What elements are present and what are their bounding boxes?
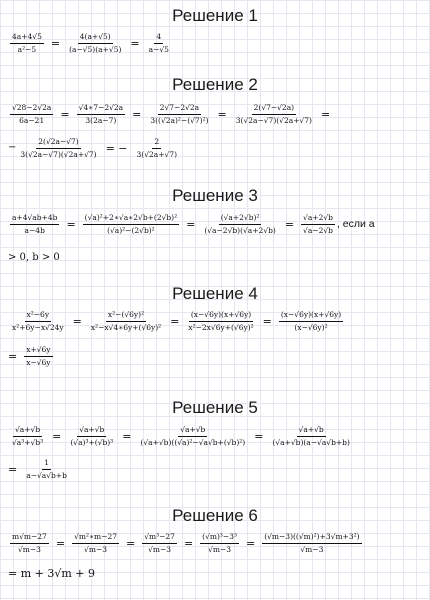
numerator: 4(a+√5)	[78, 33, 113, 44]
solution-4-title: Решение 4	[172, 284, 258, 303]
fraction	[186, 311, 255, 331]
equals-sign: =	[170, 314, 180, 328]
solution-3-title: Решение 3	[172, 186, 258, 205]
equals-sign: =	[8, 349, 18, 363]
fraction	[234, 104, 314, 124]
result-text: = m + 3√m + 9	[8, 567, 96, 580]
denominator: √m−3	[84, 544, 107, 554]
equals-sign: =	[284, 217, 295, 231]
solution-5-line-2	[8, 459, 424, 479]
solution-4-line-1	[8, 311, 424, 331]
equals-sign: =	[183, 536, 194, 550]
equals-sign: =	[186, 217, 196, 231]
equals-sign: =	[72, 314, 82, 328]
solution-5-title: Решение 5	[172, 398, 258, 417]
solution-6-line-2	[8, 568, 424, 579]
fraction	[18, 138, 98, 158]
denominator: x²−x√4∗6y+(√6y)²	[90, 322, 162, 332]
fraction	[89, 311, 163, 331]
condition-text: > 0, b > 0	[8, 252, 60, 263]
fraction	[202, 214, 277, 234]
denominator: 3(√2a−√7)(√2a+√7)	[235, 115, 312, 125]
numerator: (x−√6y)(x+√6y)	[189, 311, 253, 322]
denominator: (x−√6y)²	[294, 322, 328, 332]
solution-1-line-1	[8, 33, 424, 53]
numerator: 2(√2a−√7)	[36, 138, 80, 149]
solution-2-line-1	[8, 104, 424, 124]
fraction	[10, 533, 49, 553]
denominator: a−√a√b+b	[26, 470, 67, 480]
fraction	[270, 426, 352, 446]
fraction	[24, 346, 52, 366]
fraction	[279, 311, 343, 331]
solution-6-line-1	[8, 533, 424, 553]
denominator: (√a)³+(√b)³	[70, 437, 114, 447]
denominator: √a³+√b³	[12, 437, 44, 447]
numerator: a+4√ab+4b	[10, 214, 59, 225]
equals-minus-sign: = −	[105, 141, 128, 155]
numerator: 1	[42, 459, 51, 470]
fraction	[83, 214, 179, 234]
numerator: √m²∗m−27	[72, 533, 119, 544]
numerator: (√m)³−3³	[200, 533, 239, 544]
equals-sign: =	[132, 107, 142, 121]
equals-sign: =	[254, 429, 264, 443]
numerator: 4	[154, 33, 163, 44]
denominator: 6a−21	[19, 115, 45, 125]
fraction	[301, 214, 335, 234]
fraction	[77, 104, 126, 124]
denominator: (√a−2√b)(√a+2√b)	[204, 225, 276, 235]
numerator: √4∗7−2√2a	[77, 104, 126, 115]
numerator: √a+√b	[297, 426, 326, 437]
denominator: x²+6y−x√24y	[12, 322, 64, 332]
solution-2-line-2	[8, 138, 424, 158]
denominator: a²−5	[17, 44, 37, 54]
fraction	[72, 533, 119, 553]
denominator: a−√5	[148, 44, 169, 54]
equals-sign: =	[126, 536, 136, 550]
denominator: a−4b	[24, 225, 45, 235]
numerator: x+√6y	[24, 346, 52, 357]
fraction	[24, 459, 69, 479]
numerator: √28−2√2a	[10, 104, 53, 115]
fraction	[10, 214, 59, 234]
denominator: (√a+√b)((√a)²−√a√b+(√b)²)	[140, 437, 246, 447]
equals-sign: =	[262, 314, 272, 328]
minus-sign: −	[8, 142, 17, 153]
numerator: 4a+4√5	[10, 33, 44, 44]
solution-3-line-1	[8, 214, 424, 234]
denominator: (a−√5)(a+√5)	[69, 44, 122, 54]
fraction	[10, 33, 44, 53]
numerator: (√m−3)((√m)²)+3√m+3²)	[262, 533, 361, 544]
fraction	[200, 533, 239, 553]
solution-6-title: Решение 6	[172, 506, 258, 525]
condition-text: , если a	[336, 217, 375, 230]
denominator: √m−3	[17, 544, 41, 554]
denominator: √a−2√b	[303, 225, 333, 235]
numerator: √m³−27	[142, 533, 177, 544]
numerator: √a+2√b	[301, 214, 335, 225]
equals-sign: =	[130, 36, 140, 50]
denominator: (√a)²−(2√b)²	[107, 225, 155, 235]
solution-5-line-1	[8, 426, 424, 446]
numerator: (x−√6y)(x+√6y)	[279, 311, 343, 322]
equals-sign: =	[66, 217, 76, 231]
fraction	[10, 104, 53, 124]
equals-sign: =	[60, 107, 70, 121]
denominator: 3(√2a+√7)	[136, 149, 178, 159]
denominator: √m−3	[208, 544, 232, 554]
fraction	[148, 104, 210, 124]
denominator: 3((√2a)²−(√7)²)	[150, 115, 209, 125]
solution-4-line-2	[8, 346, 424, 366]
fraction	[10, 426, 45, 446]
numerator: √a+√b	[13, 426, 42, 437]
numerator: (√a+2√b)²	[219, 214, 262, 225]
denominator: 3(√2a−√7)(√2a+√7)	[20, 149, 97, 159]
equals-sign: =	[245, 536, 256, 550]
numerator: √a+√b	[178, 426, 207, 437]
numerator: 2	[152, 138, 161, 149]
denominator: x−√6y	[26, 357, 51, 367]
fraction	[142, 533, 177, 553]
solution-2-title: Решение 2	[172, 75, 258, 94]
fraction	[68, 426, 115, 446]
solution-3-line-2	[8, 253, 424, 263]
denominator: √m−3	[148, 544, 172, 554]
fraction	[67, 33, 123, 53]
equals-sign: =	[122, 429, 132, 443]
denominator: x²−2x√6y+(√6y)²	[188, 322, 254, 332]
fraction	[262, 533, 361, 553]
numerator: √a+√b	[77, 426, 106, 437]
fraction	[138, 426, 247, 446]
fraction	[10, 311, 66, 331]
equals-sign: =	[320, 107, 331, 121]
numerator: x²−(√6y)²	[106, 311, 146, 322]
denominator: √m−3	[300, 544, 324, 554]
denominator: 3(2a−7)	[85, 115, 117, 125]
denominator: (√a+√b)(a−√a√b+b)	[272, 437, 350, 447]
solution-1-title: Решение 1	[172, 6, 258, 25]
equals-sign: =	[50, 36, 61, 50]
equals-sign: =	[217, 107, 227, 121]
fraction	[135, 138, 179, 158]
numerator: m√m−27	[10, 533, 49, 544]
numerator: (√a)²+2∗√a∗2√b+(2√b)²	[83, 214, 179, 225]
numerator: x²−6y	[25, 311, 52, 322]
numerator: 2√7−2√2a	[158, 104, 201, 115]
numerator: 2(√7−√2a)	[252, 104, 296, 115]
equals-sign: =	[55, 536, 66, 550]
equals-sign: =	[52, 429, 62, 443]
equals-sign: =	[8, 462, 18, 476]
fraction	[147, 33, 171, 53]
